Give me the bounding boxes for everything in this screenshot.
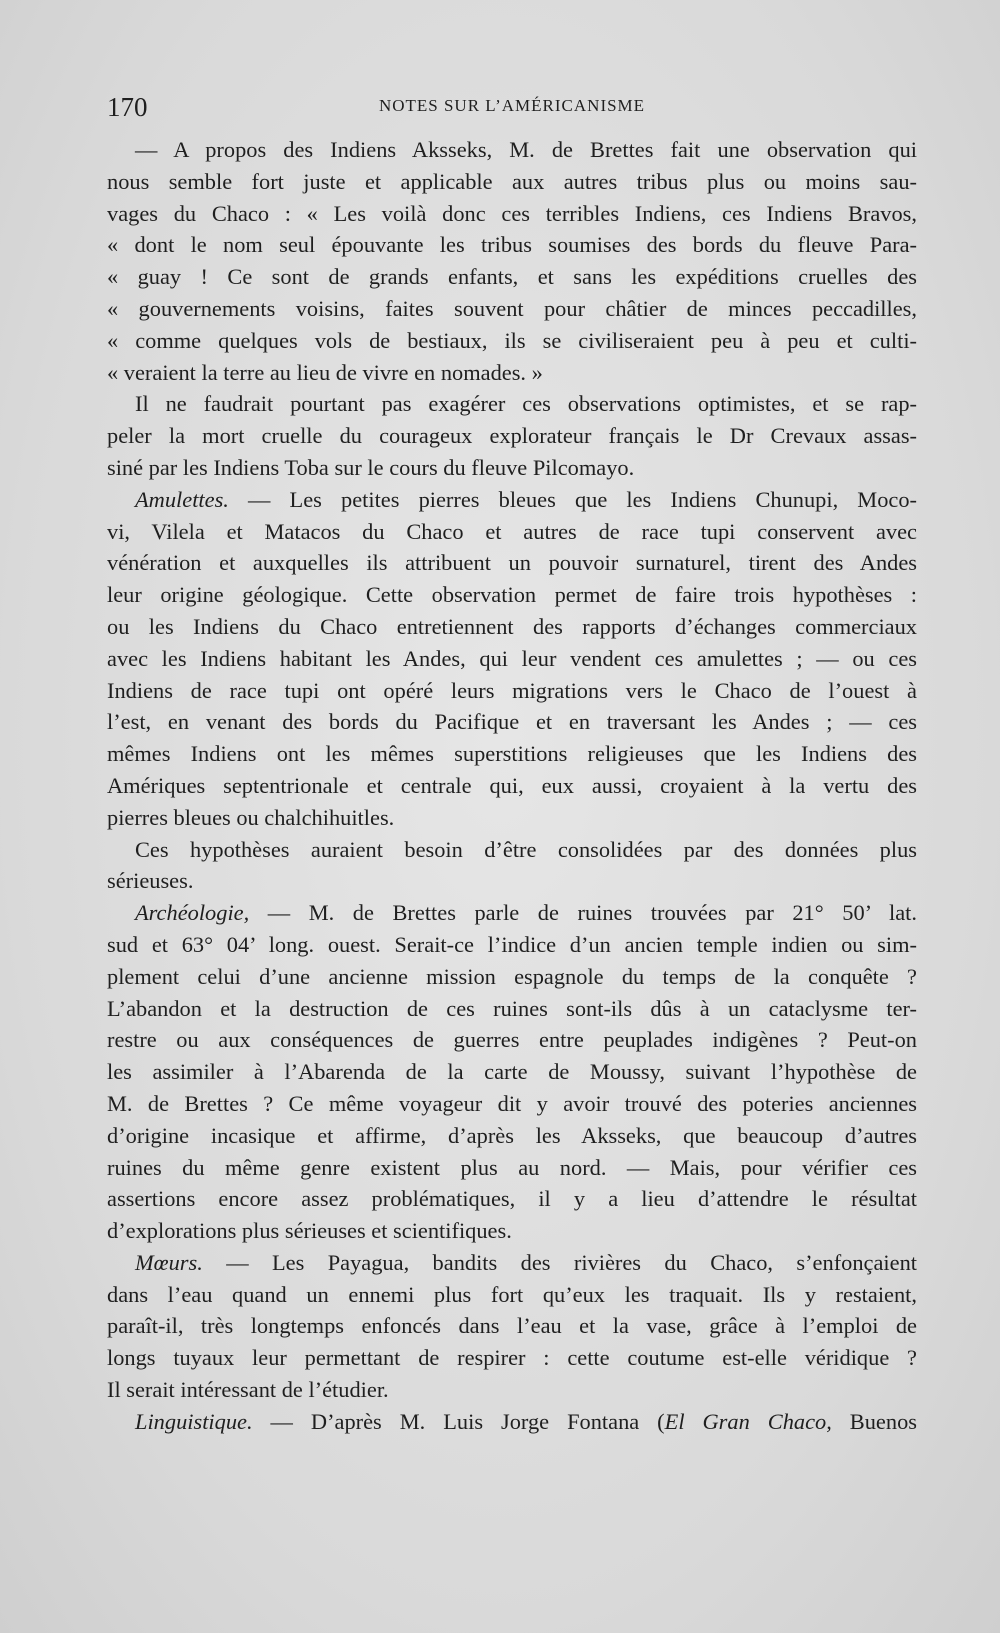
book-title: El Gran Chaco, bbox=[664, 1408, 832, 1434]
text-line bbox=[107, 1247, 917, 1279]
line-text: « gouvernements voisins, faites souvent pour châtier de minces peccadilles, bbox=[107, 295, 917, 321]
text-line bbox=[107, 452, 917, 484]
text-line bbox=[107, 1056, 917, 1088]
text-line bbox=[107, 1406, 917, 1438]
text-line bbox=[107, 1215, 917, 1247]
text-line bbox=[107, 357, 917, 389]
text-line bbox=[107, 134, 917, 166]
line-text: M. de Brettes ? Ce même voyageur dit y avoir trouvé des poteries anciennes bbox=[107, 1090, 917, 1116]
text-line bbox=[107, 802, 917, 834]
line-text: l’est, en venant des bords du Pacifique et en traversant les Andes ; — ces bbox=[107, 709, 917, 735]
text-line bbox=[107, 1120, 917, 1152]
text-line bbox=[107, 1088, 917, 1120]
text-line bbox=[107, 1279, 917, 1311]
line-text: restre ou aux conséquences de guerres entre peuplades indigènes ? Peut-on bbox=[107, 1027, 917, 1053]
text-line bbox=[107, 865, 917, 897]
section-heading: Mœurs. bbox=[135, 1249, 203, 1275]
line-text: ruines du même genre existent plus au nord. — Mais, pour vérifier ces bbox=[107, 1154, 917, 1180]
line-text: Amériques septentrionale et centrale qui, eux aussi, croyaient à la vertu des bbox=[107, 772, 917, 798]
text-line bbox=[107, 1183, 917, 1215]
line-text: Il serait intéressant de l’étudier. bbox=[107, 1377, 389, 1403]
line-text: dans l’eau quand un ennemi plus fort qu’eux les traquait. Ils y restaient, bbox=[107, 1281, 917, 1307]
text-line bbox=[107, 993, 917, 1025]
section-heading: Linguistique. bbox=[135, 1408, 253, 1434]
text-line bbox=[107, 1310, 917, 1342]
line-text: d’origine incasique et affirme, d’après les Aksseks, que beaucoup d’autres bbox=[107, 1122, 917, 1148]
line-text: ou les Indiens du Chaco entretiennent des rapports d’échanges commerciaux bbox=[107, 613, 917, 639]
line-text: « comme quelques vols de bestiaux, ils se civiliseraient peu à peu et culti- bbox=[107, 327, 917, 353]
line-text: « guay ! Ce sont de grands enfants, et sans les expéditions cruelles des bbox=[107, 264, 917, 290]
line-text: avec les Indiens habitant les Andes, qui leur vendent ces amulettes ; — ou ces bbox=[107, 645, 917, 671]
line-text: nous semble fort juste et applicable aux autres tribus plus ou moins sau- bbox=[107, 168, 917, 194]
text-line bbox=[107, 579, 917, 611]
text-line bbox=[107, 325, 917, 357]
line-text: Il ne faudrait pourtant pas exagérer ces observations optimistes, et se rap- bbox=[135, 391, 917, 417]
line-text: « veraient la terre au lieu de vivre en nomades. » bbox=[107, 359, 543, 385]
section-heading: Archéologie, bbox=[135, 900, 250, 926]
text-line bbox=[107, 834, 917, 866]
line-text: vénération et auxquelles ils attribuent un pouvoir surnaturel, tirent des Andes bbox=[107, 550, 917, 576]
text-line bbox=[107, 929, 917, 961]
text-line bbox=[107, 1374, 917, 1406]
line-text: Ces hypothèses auraient besoin d’être consolidées par des données plus bbox=[135, 836, 917, 862]
page-header bbox=[107, 92, 917, 122]
text-line bbox=[107, 1024, 917, 1056]
text-line bbox=[107, 961, 917, 993]
line-text: — Les Payagua, bandits des rivières du Chaco, s’enfonçaient bbox=[202, 1249, 917, 1275]
text-line bbox=[107, 547, 917, 579]
page-number: 170 bbox=[107, 92, 148, 122]
section-heading: Amulettes. bbox=[135, 486, 229, 512]
line-text: L’abandon et la destruction de ces ruines sont-ils dûs à un cataclysme ter- bbox=[107, 995, 917, 1021]
text-line bbox=[107, 1342, 917, 1374]
line-text: d’explorations plus sérieuses et scientifiques. bbox=[107, 1218, 512, 1244]
running-title: NOTES SUR L’AMÉRICANISME bbox=[378, 96, 646, 115]
line-text: peler la mort cruelle du courageux explorateur français le Dr Crevaux assas- bbox=[107, 423, 917, 449]
line-text: — Les petites pierres bleues que les Indiens Chunupi, Moco- bbox=[228, 486, 917, 512]
text-line bbox=[107, 770, 917, 802]
text-line bbox=[107, 611, 917, 643]
text-line bbox=[107, 706, 917, 738]
body-text bbox=[107, 134, 917, 1438]
text-line bbox=[107, 198, 917, 230]
line-text: — D’après M. Luis Jorge Fontana ( bbox=[252, 1408, 665, 1434]
text-line bbox=[107, 643, 917, 675]
text-line bbox=[107, 738, 917, 770]
line-text: sérieuses. bbox=[107, 868, 194, 894]
line-text: leur origine géologique. Cette observation permet de faire trois hypothèses : bbox=[107, 582, 917, 608]
text-line bbox=[107, 1152, 917, 1184]
text-line bbox=[107, 261, 917, 293]
line-text: Indiens de race tupi ont opéré leurs migrations vers le Chaco de l’ouest à bbox=[107, 677, 917, 703]
line-text: vi, Vilela et Matacos du Chaco et autres de race tupi conservent avec bbox=[107, 518, 917, 544]
line-text: siné par les Indiens Toba sur le cours du fleuve Pilcomayo. bbox=[107, 454, 635, 480]
text-line bbox=[107, 229, 917, 261]
text-line bbox=[107, 166, 917, 198]
text-line bbox=[107, 293, 917, 325]
line-text: mêmes Indiens ont les mêmes superstitions religieuses que les Indiens des bbox=[107, 741, 917, 767]
line-text: les assimiler à l’Abarenda de la carte de Moussy, suivant l’hypothèse de bbox=[107, 1059, 917, 1085]
text-line bbox=[107, 897, 917, 929]
line-text: assertions encore assez problématiques, il y a lieu d’attendre le résultat bbox=[107, 1186, 917, 1212]
line-text: plement celui d’une ancienne mission espagnole du temps de la conquête ? bbox=[107, 963, 917, 989]
line-text: — M. de Brettes parle de ruines trouvées par 21° 50’ lat. bbox=[249, 900, 917, 926]
line-text: « dont le nom seul épouvante les tribus soumises des bords du fleuve Para- bbox=[107, 232, 917, 258]
line-text-tail: Buenos bbox=[831, 1408, 917, 1434]
text-line bbox=[107, 484, 917, 516]
text-line bbox=[107, 420, 917, 452]
line-text: paraît-il, très longtemps enfoncés dans l’eau et la vase, grâce à l’emploi de bbox=[107, 1313, 917, 1339]
text-line bbox=[107, 388, 917, 420]
line-text: pierres bleues ou chalchihuitles. bbox=[107, 804, 395, 830]
line-text: sud et 63° 04’ long. ouest. Serait-ce l’indice d’un ancien temple indien ou sim- bbox=[107, 931, 917, 957]
line-text: vages du Chaco : « Les voilà donc ces terribles Indiens, ces Indiens Bravos, bbox=[107, 200, 917, 226]
text-line bbox=[107, 516, 917, 548]
line-text: longs tuyaux leur permettant de respirer : cette coutume est-elle véridique ? bbox=[107, 1345, 917, 1371]
text-line bbox=[107, 675, 917, 707]
line-text: — A propos des Indiens Aksseks, M. de Brettes fait une observation qui bbox=[135, 137, 917, 162]
